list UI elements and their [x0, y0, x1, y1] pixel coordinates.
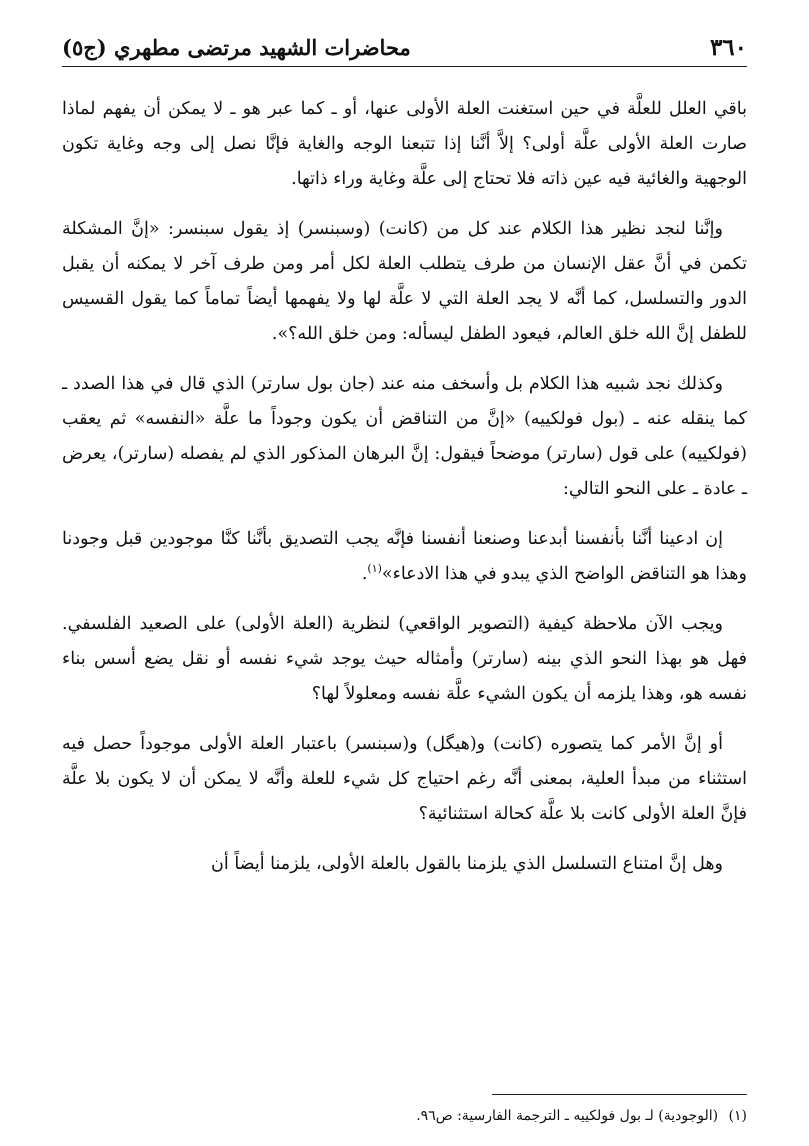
footnote-divider: [492, 1094, 747, 1095]
footnote: [62, 1106, 747, 1126]
page-header: [62, 30, 747, 64]
header-divider: [62, 66, 747, 67]
paragraph-6: أو إنَّ الأمر كما يتصوره (كانت) و(هيگل) و(سبنسر) باعتبار العلة الأولى موجوداً حصل فيه استثناء من مبدأ العلية، بمعنى أنَّه رغم احتياج كل شيء للعلة وأنَّه لا يمكن أن لا يكون بلا علَّة فإنَّ العلة الأولى كانت بلا علَّة كحالة استثنائية؟: [62, 734, 747, 824]
paragraph-1: باقي العلل للعلَّة في حين استغنت العلة الأولى عنها، أو ـ كما عبر هو ـ لا يمكن أن يفهم لماذا صارت العلة الأولى علَّة أولى؟ إلاَّ أنَّنا إذا تتبعنا الوجه والغاية فإنَّا نصل إلى وجه وغاية تكون الوجهية والغائية فيه عين ذاته فلا تحتاج إلى علَّة وغاية وراء ذاتها.: [62, 99, 747, 189]
quote-text: إن ادعينا أنَّنا بأنفسنا أبدعنا وصنعنا أنفسنا فإنَّه يجب التصديق بأنَّنا كنَّا موجودين قبل وجودنا وهذا هو التناقض الواضح الذي يبدو في هذا الادعاء»: [62, 529, 747, 584]
footnote-reference[interactable]: (١): [367, 562, 382, 576]
paragraph-4: [62, 522, 747, 592]
quote-end-period: .: [361, 564, 368, 584]
footnote-number: (١): [728, 1108, 747, 1124]
footnote-text: (الوجودية) لـ بول فولكييه ـ الترجمة الفارسية: ص٩٦.: [416, 1108, 719, 1124]
paragraph-5: ويجب الآن ملاحظة كيفية (التصوير الواقعي) لنظرية (العلة الأولى) على الصعيد الفلسفي. فهل هو بهذا النحو الذي بينه (سارتر) وأمثاله حيث يوجد شيء نفسه أو نقل يضع أسس بناء نفسه هو، وهذا يلزمه أن يكون الشيء علَّة نفسه ومعلولاً لها؟: [62, 614, 747, 704]
page-number: ٣٦٠: [709, 33, 747, 61]
paragraph-2: وإنَّنا لنجد نظير هذا الكلام عند كل من (كانت) (وسبنسر) إذ يقول سبنسر: «إنَّ المشكلة تكمن في أنَّ عقل الإنسان من طرف يتطلب العلة لكل أمر ومن طرف آخر لا يمكنه أن يقبل الدور والتسلسل، كما أنَّه لا يجد العلة التي لا علَّة لها ولا يفهمها أيضاً تماماً كما يقول القسيس للطفل إنَّ الله خلق العالم، فيعود الطفل ليسأله: ومن خلق الله؟».: [62, 219, 747, 344]
body-text: [62, 92, 747, 897]
paragraph-3: وكذلك نجد شبيه هذا الكلام بل وأسخف منه عند (جان بول سارتر) الذي قال في هذا الصدد ـ كما ينقله عنه ـ (بول فولكييه) «إنَّ من التناقض أن يكون وجوداً ما علَّة «النفسه» ثم يعقب (فولكييه) على قول (سارتر) موضحاً فيقول: إنَّ البرهان المذكور الذي لم يفصله (سارتر)، يعرض ـ عادة ـ على النحو التالي:: [62, 374, 747, 499]
paragraph-7: وهل إنَّ امتناع التسلسل الذي يلزمنا بالقول بالعلة الأولى، يلزمنا أيضاً أن: [211, 854, 723, 874]
book-title: محاضرات الشهيد مرتضى مطهري (ج٥): [62, 34, 411, 60]
